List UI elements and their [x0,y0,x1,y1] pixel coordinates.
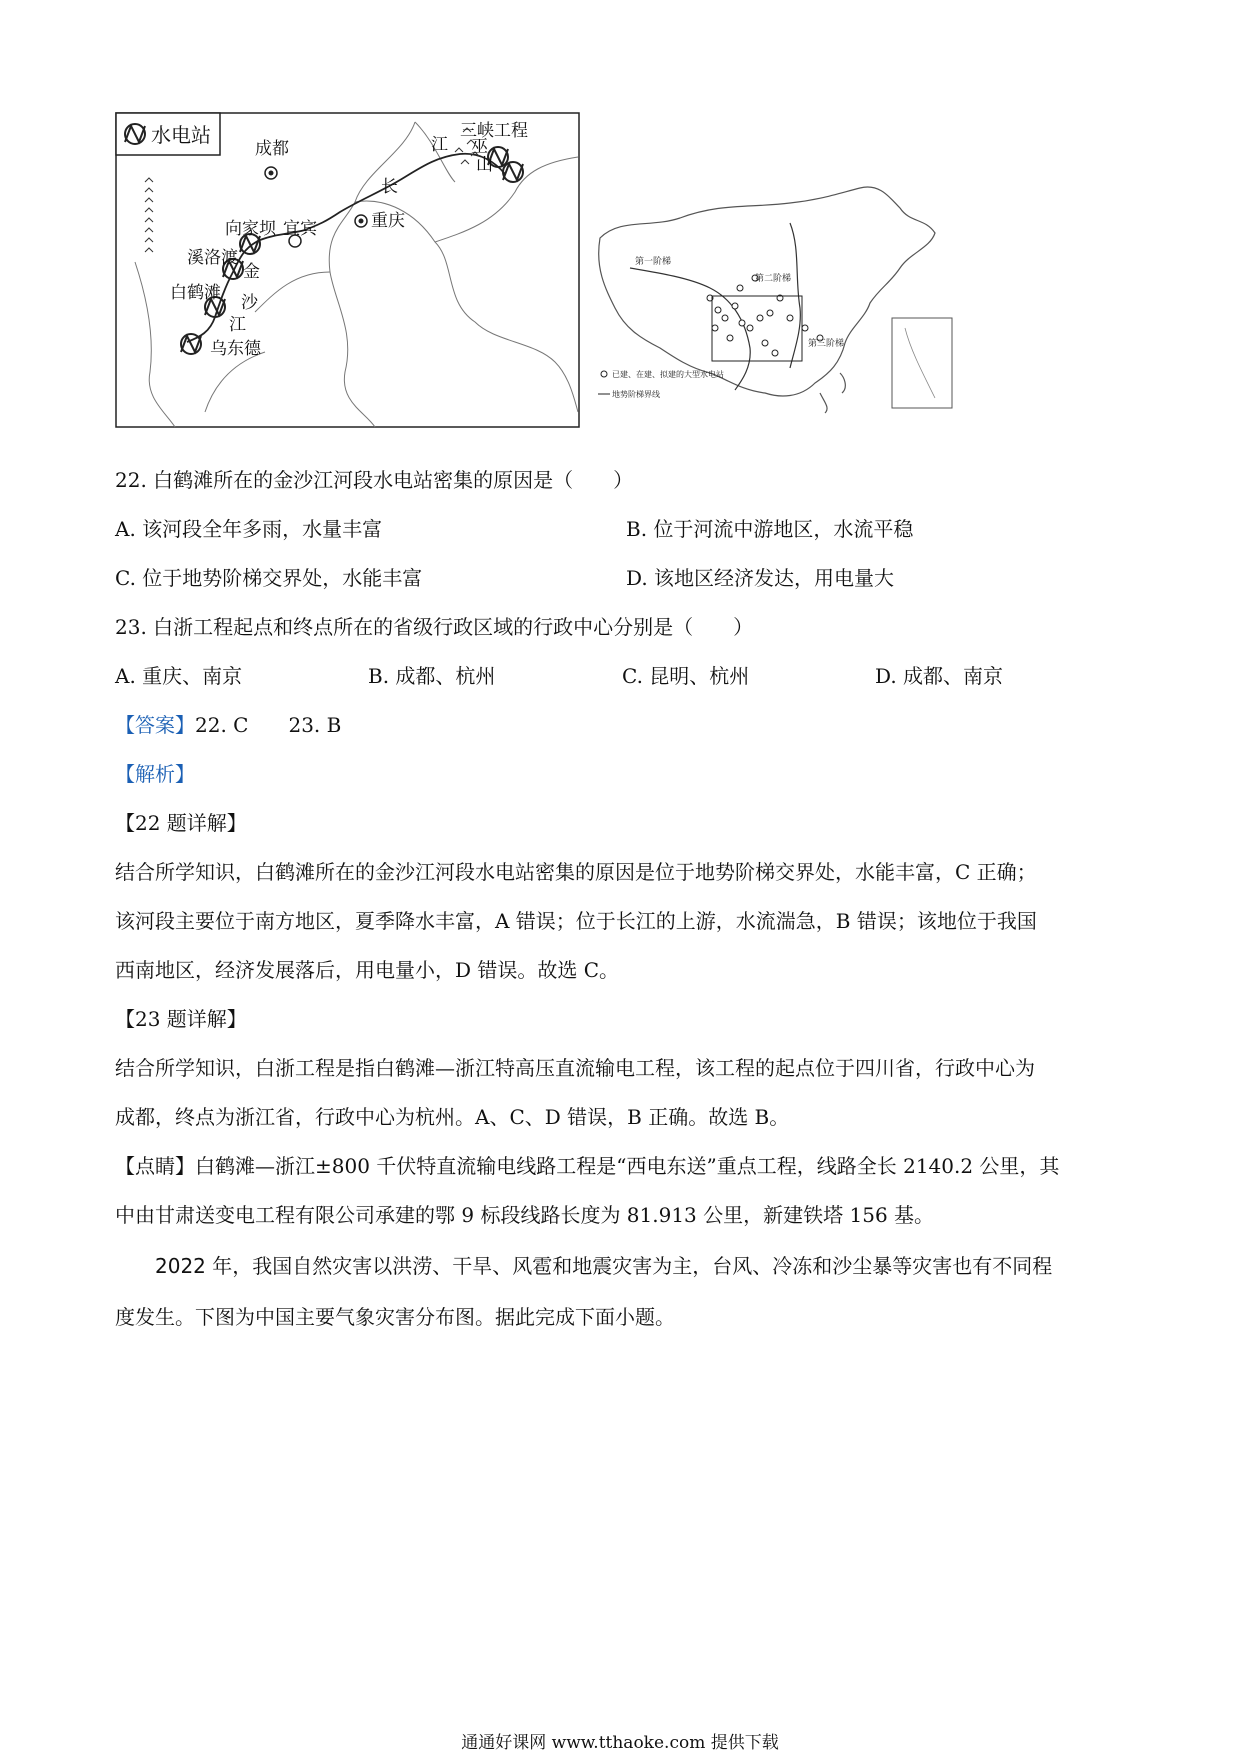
label-xiluodu: 溪洛渡 [187,248,238,268]
d23-line-2: 成都，终点为浙江省，行政中心为杭州。A、C、D 错误，B 正确。故选 B。 [115,1105,790,1129]
legend-station-label: 已建、在建、拟建的大型水电站 [612,370,724,379]
q23-option-b: B. 成都、杭州 [368,664,496,688]
label-chang: 长 [381,177,398,197]
china-outline [599,187,935,413]
label-chongqing: 重庆 [371,211,405,231]
intro-line-1: 2022 年，我国自然灾害以洪涝、干旱、风雹和地震灾害为主，台风、冷冻和沙尘暴等灾害也有不同程 [155,1254,1053,1278]
tip-line-1 [115,1152,1059,1180]
d22-line-2: 该河段主要位于南方地区，夏季降水丰富，A 错误；位于长江的上游，水流湍急，B 错误；该地位于我国 [115,909,1037,933]
south-sea-inset [892,318,952,408]
q22-option-c: C. 位于地势阶梯交界处，水能丰富 [115,566,423,590]
china-terrain-map [590,178,970,440]
analysis-tag: 【解析】 [115,762,195,786]
page-footer: 通通好课网 www.tthaoke.com 提供下载 [461,1733,779,1753]
tip-text-1: 白鹤滩—浙江±800 千伏特直流输电线路工程是“西电东送”重点工程，线路全长 2140.2 公里，其 [195,1154,1060,1178]
d22-line-1: 结合所学知识，白鹤滩所在的金沙江河段水电站密集的原因是位于地势阶梯交界处，水能丰富，C 正确； [115,860,1037,884]
tip-line-2: 中由甘肃送变电工程有限公司承建的鄂 9 标段线路长度为 81.913 公里，新建铁塔 156 基。 [115,1203,935,1227]
legend-label: 水电站 [151,123,211,147]
station-dots [707,275,823,356]
label-wudongde: 乌东德 [210,339,261,359]
q22-option-a: A. 该河段全年多雨，水量丰富 [115,517,383,541]
terrain-step-lines [630,223,800,390]
label-jiang: 江 [431,135,448,155]
q23-option-c: C. 昆明、杭州 [622,664,750,688]
label-step3: 第三阶梯 [808,339,845,349]
answer-text: 22. C 23. B [195,713,342,737]
q23-option-a: A. 重庆、南京 [115,664,243,688]
label-chengdu: 成都 [255,139,289,159]
q22-option-d: D. 该地区经济发达，用电量大 [626,566,895,590]
legend-line-label: 地势阶梯界线 [612,390,660,399]
map-legend [116,113,220,155]
hydropower-map [115,112,580,428]
label-xiangjiaba: 向家坝 [225,219,276,239]
q22-stem: 22. 白鹤滩所在的金沙江河段水电站密集的原因是（ ） [115,468,634,492]
label-yibin: 宜宾 [283,219,317,239]
label-sha: 沙 [241,293,258,313]
d22-heading: 【22 题详解】 [115,811,247,835]
q22-option-b: B. 位于河流中游地区，水流平稳 [626,517,914,541]
tip-tag: 【点睛】 [115,1154,195,1178]
label-sanxia: 三峡工程 [460,121,528,141]
intro-line-2: 度发生。下图为中国主要气象灾害分布图。据此完成下面小题。 [115,1305,675,1329]
d22-line-3: 西南地区，经济发展落后，用电量小，D 错误。故选 C。 [115,958,620,982]
d23-heading: 【23 题详解】 [115,1007,247,1031]
q23-stem: 23. 白浙工程起点和终点所在的省级行政区域的行政中心分别是（ ） [115,615,754,639]
answer-line [115,711,341,739]
label-shan: 山 [476,155,493,175]
highlight-box [712,296,802,361]
label-baihetan: 白鹤滩 [170,283,221,303]
label-wu: 巫 [471,137,488,157]
d23-line-1: 结合所学知识，白浙工程是指白鹤滩—浙江特高压直流输电工程，该工程的起点位于四川省，行政中心为 [115,1056,1035,1080]
label-step1: 第一阶梯 [635,257,672,267]
q23-option-d: D. 成都、南京 [875,664,1004,688]
label-jin: 金 [243,262,260,282]
label-step2: 第二阶梯 [755,274,792,284]
answer-tag: 【答案】 [115,713,195,737]
label-jiang2: 江 [229,315,246,335]
map-right-legend [598,369,724,399]
